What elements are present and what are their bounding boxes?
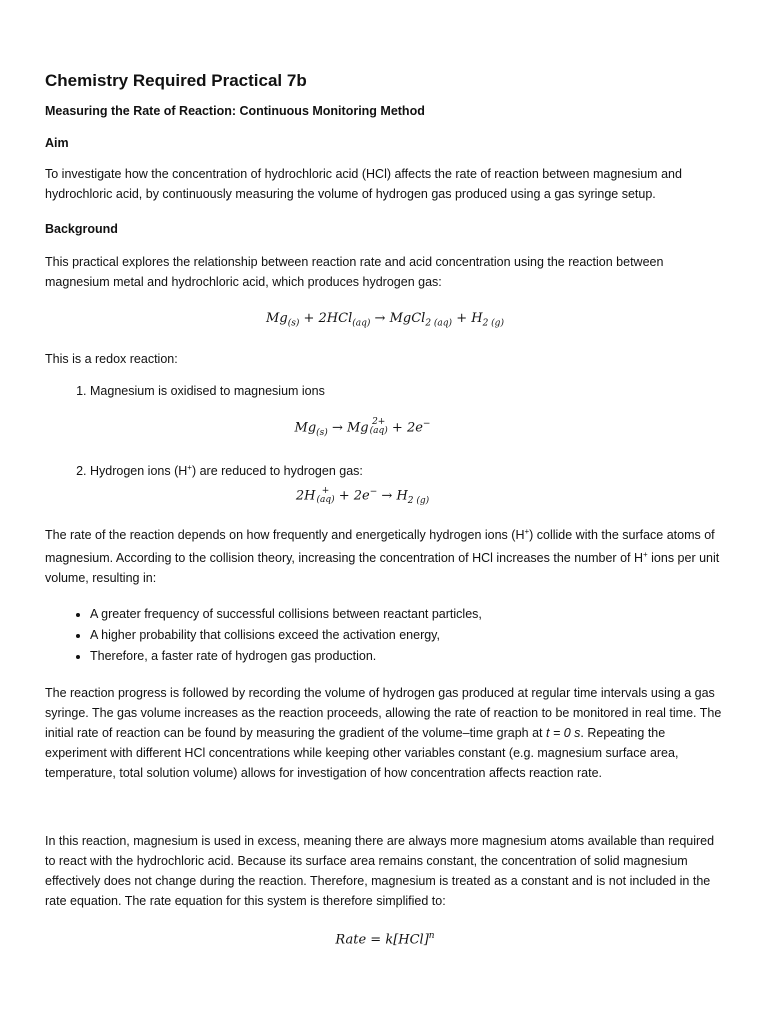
redox-intro: This is a redox reaction: bbox=[45, 351, 178, 366]
effects-list bbox=[45, 604, 725, 667]
background-intro: This practical explores the relationship between reaction rate and acid concentration using the reaction between magnesium metal and hydrochloric acid, which produces hydrogen gas: bbox=[45, 255, 664, 289]
oxidation-equation: $Mg_{(s)} \to Mg$ 2+ (aq) + 2e− bbox=[294, 417, 431, 438]
redox-step-1: 1. Magnesium is oxidised to magnesium ions $Mg_{(s)} \to Mg$ 2+ (aq) + 2e− bbox=[90, 381, 725, 444]
rate-equation: Rate = k[HCl]$^n$ bbox=[335, 930, 435, 948]
redox-steps bbox=[45, 381, 725, 512]
redox-step-2: 2. Hydrogen ions (H+) are reduced to hydrogen gas: 2H + (aq) + $2e^- \to H_{2 (g)}$ bbox=[90, 458, 725, 512]
background-heading: Background bbox=[45, 222, 118, 236]
rate-paragraph: The rate of the reaction depends on how frequently and energetically hydrogen ions (H+) collide with the surface atoms of magnesium. According to the collision theory, increasing the concentration of HCl increases the number of H+ ions per unit volume, resulting in: bbox=[45, 526, 720, 585]
page-title: Chemistry Required Practical 7b bbox=[45, 71, 307, 90]
page-subtitle: Measuring the Rate of Reaction: Continuous Monitoring Method bbox=[45, 104, 425, 118]
list-item: • Therefore, a faster rate of hydrogen gas production. bbox=[90, 646, 725, 667]
document-page bbox=[45, 70, 725, 965]
main-equation: $Mg_{(s)} + 2HCl_{(aq)}$ → MgCl$_{2 (aq)}$ + $H_{2 (g)}$ bbox=[266, 311, 504, 329]
reduction-equation: 2H + (aq) + $2e^- \to H_{2 (g)}$ bbox=[295, 485, 430, 506]
aim-heading: Aim bbox=[45, 136, 69, 150]
list-item: • A greater frequency of successful collisions between reactant particles, bbox=[90, 604, 725, 625]
progress-paragraph: The reaction progress is followed by recording the volume of hydrogen gas produced at regular time intervals using a gas syringe. The gas volume increases as the reaction proceeds, allowing the rate of reaction to be monitored in real time. The initial rate of reaction can be found by measuring the gradient of the volume–time graph at t = 0 s. Repeating the experiment with different HCl concentrations while keeping other variables constant (e.g. magnesium surface area, temperature, total solution volume) allows for investigation of how concentration affects reaction rate. bbox=[45, 685, 722, 780]
list-item: • A higher probability that collisions exceed the activation energy, bbox=[90, 625, 725, 646]
excess-paragraph: In this reaction, magnesium is used in excess, meaning there are always more magnesium atoms available than required to react with the hydrochloric acid. Because its surface area remains constant, the concentration of solid magnesium effectively does not change during the reaction. Therefore, magnesium is treated as a constant and is not included in the rate equation. The rate equation for this system is therefore simplified to: bbox=[45, 833, 715, 908]
aim-text: To investigate how the concentration of hydrochloric acid (HCl) affects the rate of reaction between magnesium and hydrochloric acid, by continuously measuring the volume of hydrogen gas produced using a gas syringe setup. bbox=[45, 167, 682, 201]
